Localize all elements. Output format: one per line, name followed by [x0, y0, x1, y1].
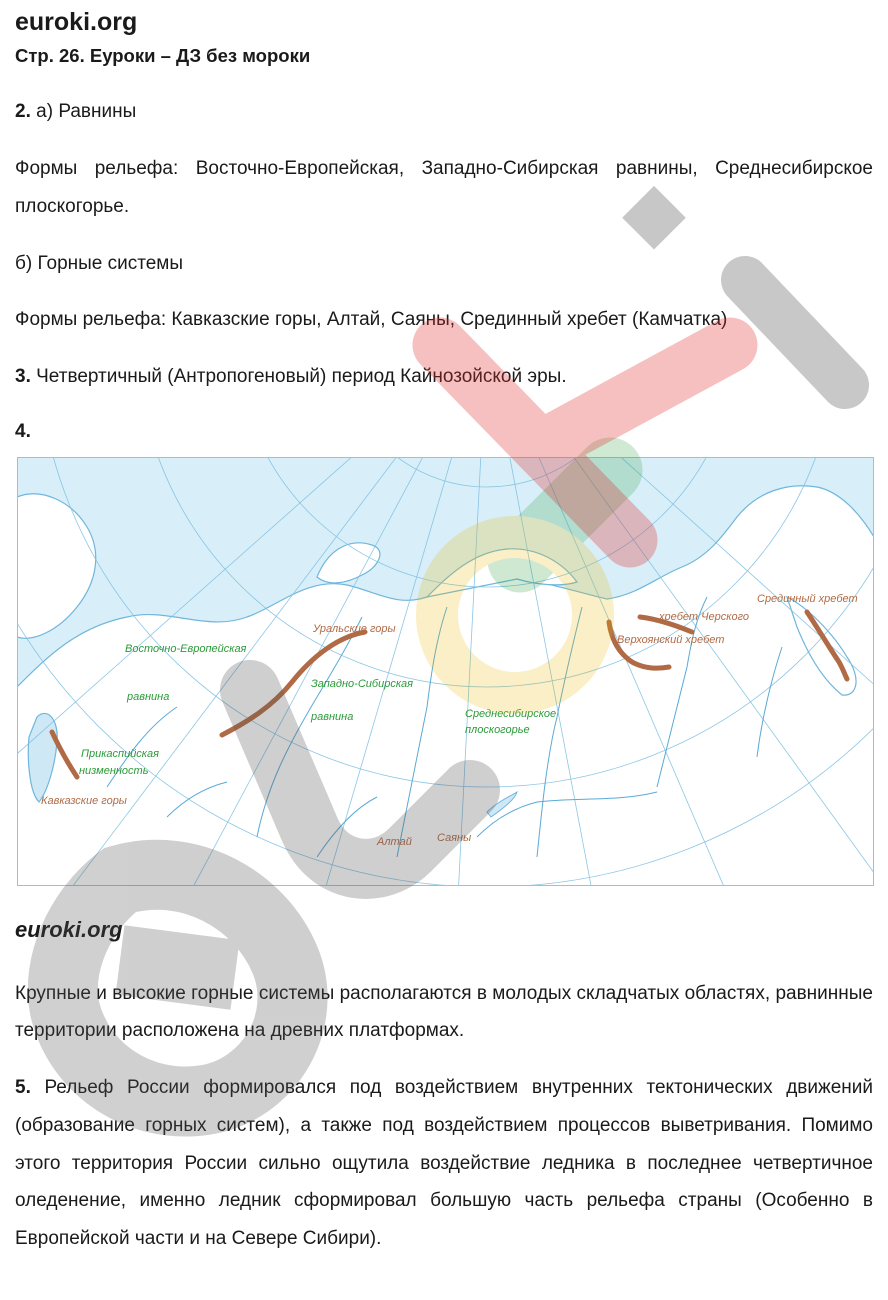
map-drawing — [17, 457, 874, 886]
task4-heading — [15, 413, 873, 451]
page-subtitle: Стр. 26. Еуроки – ДЗ без мороки — [15, 45, 311, 66]
task3-number: 3. — [15, 366, 31, 387]
task2-b-label: б) Горные системы — [15, 253, 184, 274]
task2-a-text: а) Равнины — [36, 101, 137, 122]
label-east-european-1: Восточно-Европейская — [125, 643, 247, 655]
label-sayan: Саяны — [437, 832, 472, 844]
task2-a-label — [15, 93, 873, 131]
label-central-siberian-2: плоскогорье — [465, 724, 530, 736]
task5-text: Рельеф России формировался под воздействием внутренних тектонических движений (образование горных систем), а также под воздействием процессов выветривания. Помимо этого территория России сильно ощутила воздействие ледника в последнее четвертичное оледенение, именно ледник сформировал большую часть рельефа страны (Особенно в Европейской части и на Севере Сибири). — [15, 1077, 873, 1250]
label-west-siberian-2: равнина — [311, 711, 354, 723]
label-altai: Алтай — [377, 836, 412, 848]
label-caucasus: Кавказские горы — [41, 795, 127, 807]
task2-number: 2. — [15, 101, 31, 122]
task2-b-forms: Формы рельефа: Кавказские горы, Алтай, Саяны, Срединный хребет (Камчатка) — [15, 309, 728, 330]
site-name: euroki.org — [15, 8, 138, 36]
task3-text: Четвертичный (Антропогеновый) период Кайнозойской эры. — [36, 366, 567, 387]
task2-a-forms: Формы рельефа: Восточно-Европейская, Западно-Сибирская равнины, Среднесибирское плоскогорье. — [15, 158, 873, 217]
label-east-european-2: равнина — [127, 691, 170, 703]
label-sredinny: Срединный хребет — [757, 593, 858, 605]
label-central-siberian-1: Среднесибирское — [465, 708, 557, 720]
footer-brand: euroki.org — [15, 917, 123, 942]
label-caspian-1: Прикаспийская — [81, 748, 159, 760]
task3 — [15, 358, 873, 396]
task5-number: 5. — [15, 1077, 31, 1098]
label-chersky: хребет Черского — [659, 611, 750, 623]
label-west-siberian-1: Западно-Сибирская — [311, 678, 414, 690]
relief-map — [17, 457, 874, 886]
conclusion-text: Крупные и высокие горные системы располагаются в молодых складчатых областях, равнинные территории расположена на древних платформах. — [15, 983, 873, 1041]
label-urals: Уральские горы — [313, 623, 396, 635]
task5 — [15, 1069, 873, 1258]
label-caspian-2: низменность — [79, 765, 149, 777]
task4-number: 4. — [15, 421, 31, 442]
label-verkhoyansk: Верхоянский хребет — [617, 634, 725, 646]
